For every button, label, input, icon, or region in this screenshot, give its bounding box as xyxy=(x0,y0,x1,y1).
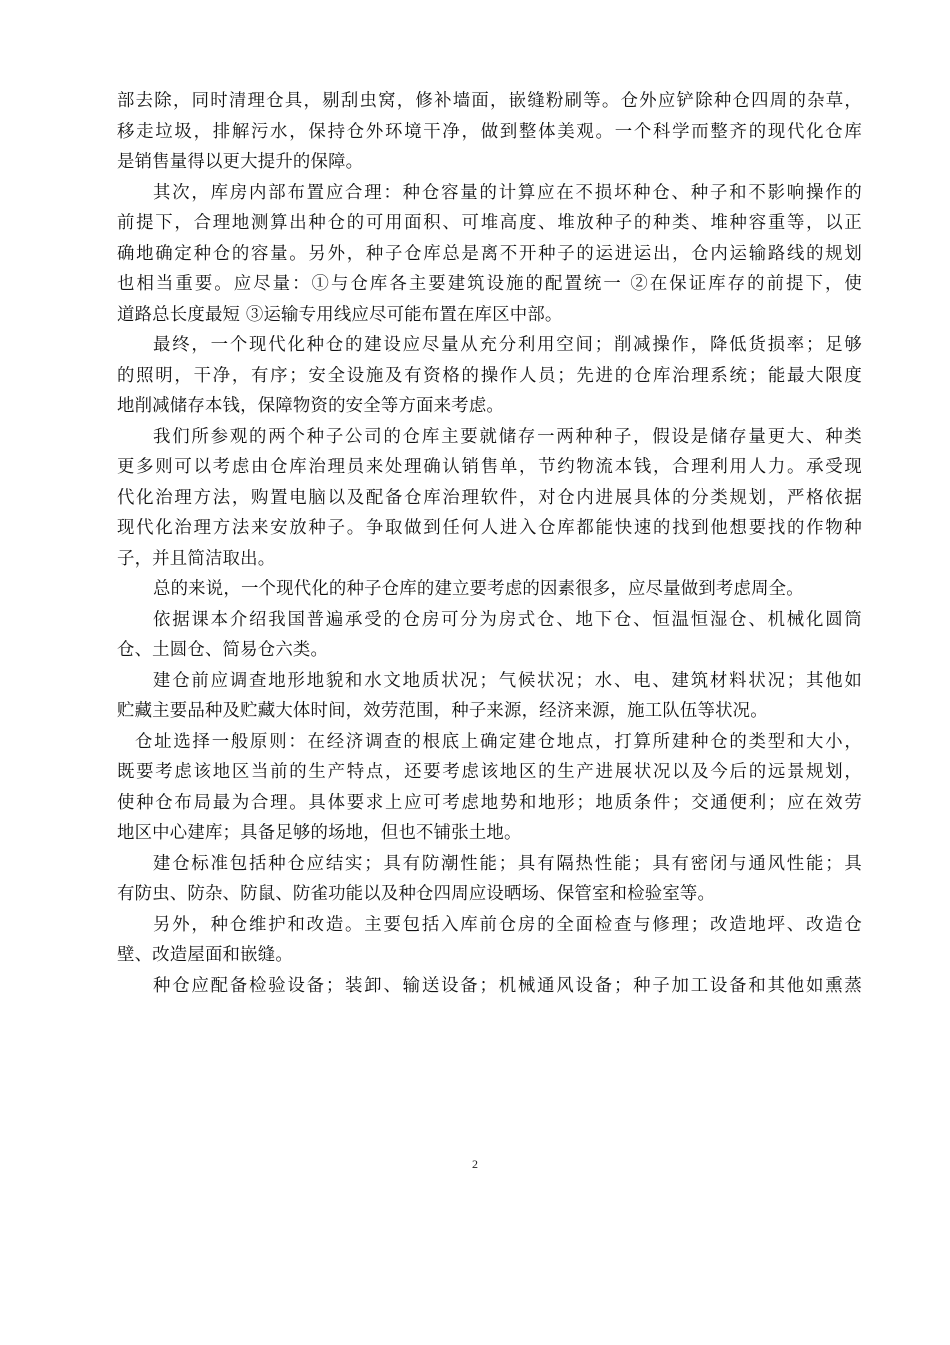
paragraph-start: 最终，一个现代化种仓的建设应尽量从充分利用空间；削减操作，降低货损率；足够 xyxy=(153,335,862,355)
text-line: 使种仓布局最为合理。具体要求上应可考虑地势和地形；地质条件；交通便利；应在效劳 xyxy=(117,792,862,813)
text-line: 移走垃圾，排解污水，保持仓外环境干净，做到整体美观。一个科学而整齐的现代化仓库 xyxy=(117,121,862,142)
text-line: 贮藏主要品种及贮藏大体时间，效劳范围，种子来源，经济来源，施工队伍等状况。 xyxy=(117,701,768,721)
text-line: 道路总长度最短 ③运输专用线应尽可能布置在库区中部。 xyxy=(117,304,563,325)
text-line: 地区中心建库；具备足够的场地，但也不铺张土地。 xyxy=(117,823,522,843)
paragraph-start: 建仓前应调查地形地貌和水文地质状况；气候状况；水、电、建筑材料状况；其他如 xyxy=(153,670,862,691)
paragraph-start: 其次，库房内部布置应合理：种仓容量的计算应在不损坏种仓、种子和不影响操作的 xyxy=(153,182,862,203)
paragraph-start: 另外，种仓维护和改造。主要包括入库前仓房的全面检查与修理；改造地坪、改造仓 xyxy=(153,914,862,935)
text-line: 代化治理方法，购置电脑以及配备仓库治理软件，对仓内进展具体的分类规划，严格依据 xyxy=(117,487,862,508)
paragraph-start: 总的来说，一个现代化的种子仓库的建立要考虑的因素很多，应尽量做到考虑周全。 xyxy=(153,579,804,599)
paragraph-start: 种仓应配备检验设备；装卸、输送设备；机械通风设备；种子加工设备和其他如熏蒸 xyxy=(153,975,862,996)
paragraph-start: 依据课本介绍我国普遍承受的仓房可分为房式仓、地下仓、恒温恒湿仓、机械化圆筒 xyxy=(153,609,862,630)
text-line: 仓、土圆仓、简易仓六类。 xyxy=(117,640,329,660)
text-line: 地削减储存本钱，保障物资的安全等方面来考虑。 xyxy=(117,396,504,416)
document-body xyxy=(117,86,862,1001)
text-line: 前提下，合理地测算出种仓的可用面积、可堆高度、堆放种子的种类、堆种容重等，以正 xyxy=(117,213,862,233)
text-line: 是销售量得以更大提升的保障。 xyxy=(117,152,364,172)
text-line: 既要考虑该地区当前的生产特点，还要考虑该地区的生产进展状况以及今后的远景规划， xyxy=(117,762,862,782)
text-line: 也相当重要。应尽量：①与仓库各主要建筑设施的配置统一 ②在保证库存的前提下，使 xyxy=(117,274,862,294)
text-line: 确地确定种仓的容量。另外，种子仓库总是离不开种子的运进运出，仓内运输路线的规划 xyxy=(117,243,862,264)
text-line: 部去除，同时清理仓具，剔刮虫窝，修补墙面，嵌缝粉刷等。仓外应铲除种仓四周的杂草， xyxy=(117,91,862,111)
paragraph-start: 仓址选择一般原则：在经济调查的根底上确定建仓地点，打算所建种仓的类型和大小， xyxy=(135,731,862,752)
page-number: 2 xyxy=(472,1157,478,1171)
text-line: 的照明，干净，有序；安全设施及有资格的操作人员；先进的仓库治理系统；能最大限度 xyxy=(117,365,862,386)
text-line: 现代化治理方法来安放种子。争取做到任何人进入仓库都能快速的找到他想要找的作物种 xyxy=(117,518,862,538)
text-line: 有防虫、防杂、防鼠、防雀功能以及种仓四周应设晒场、保管室和检验室等。 xyxy=(117,884,716,904)
paragraph-start: 我们所参观的两个种子公司的仓库主要就储存一两种种子，假设是储存量更大、种类 xyxy=(153,426,862,447)
text-line: 壁、改造屋面和嵌缝。 xyxy=(117,945,293,965)
text-line: 子，并且简洁取出。 xyxy=(117,548,276,569)
text-line: 更多则可以考虑由仓库治理员来处理确认销售单，节约物流本钱，合理利用人力。承受现 xyxy=(117,457,862,477)
paragraph-start: 建仓标准包括种仓应结实；具有防潮性能；具有隔热性能；具有密闭与通风性能；具 xyxy=(153,853,862,874)
